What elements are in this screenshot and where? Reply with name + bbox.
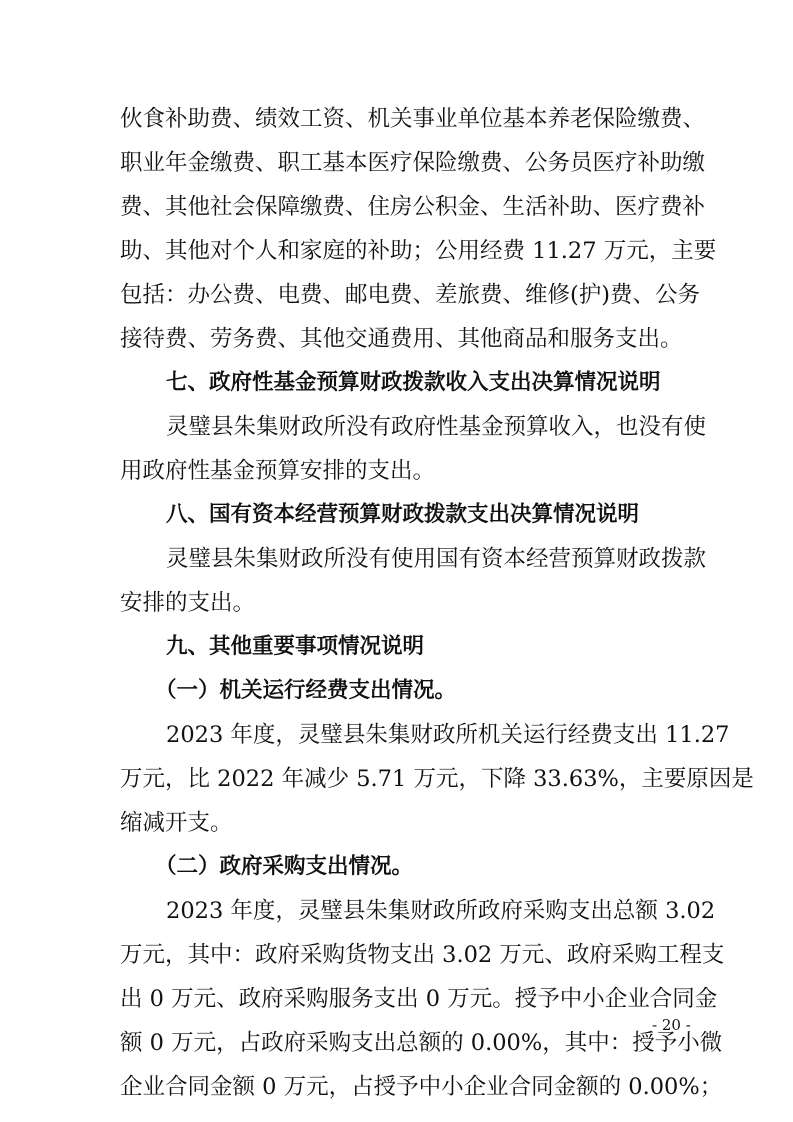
section-heading-9: 九、其他重要事项情况说明	[166, 634, 425, 659]
body-line: 用政府性基金预算安排的支出。	[120, 458, 436, 484]
body-line: 接待费、劳务费、其他交通费用、其他商品和服务支出。	[120, 326, 683, 352]
body-line: 助、其他对个人和家庭的补助；公用经费 11.27 万元，主要	[120, 238, 717, 264]
subsection-heading-2: （二）政府采购支出情况。	[155, 854, 414, 879]
body-line: 企业合同金额 0 万元，占授予中小企业合同金额的 0.00%；	[120, 1074, 723, 1100]
body-line: 2023 年度，灵璧县朱集财政所机关运行经费支出 11.27	[166, 722, 730, 748]
body-line: 额 0 万元，占政府采购支出总额的 0.00%，其中：授予小微	[120, 1030, 723, 1056]
section-heading-7: 七、政府性基金预算财政拨款收入支出决算情况说明	[166, 370, 661, 395]
body-line: 万元，比 2022 年减少 5.71 万元，下降 33.63%，主要原因是	[120, 766, 754, 792]
body-line: 缩减开支。	[120, 810, 233, 836]
body-line: 万元，其中：政府采购货物支出 3.02 万元、政府采购工程支	[120, 942, 725, 968]
body-line: 出 0 万元、政府采购服务支出 0 万元。授予中小企业合同金	[120, 986, 718, 1012]
body-line: 安排的支出。	[120, 590, 256, 616]
subsection-heading-1: （一）机关运行经费支出情况。	[155, 678, 457, 703]
body-line: 灵璧县朱集财政所没有政府性基金预算收入，也没有使	[166, 414, 707, 440]
body-line: 灵璧县朱集财政所没有使用国有资本经营预算财政拨款	[166, 546, 707, 572]
body-line: 伙食补助费、绩效工资、机关事业单位基本养老保险缴费、	[120, 106, 706, 132]
body-line: 职业年金缴费、职工基本医疗保险缴费、公务员医疗补助缴	[120, 150, 706, 176]
section-heading-8: 八、国有资本经营预算财政拨款支出决算情况说明	[166, 502, 640, 527]
body-line: 2023 年度，灵璧县朱集财政所政府采购支出总额 3.02	[166, 898, 716, 924]
page-number: - 20 -	[652, 1016, 691, 1034]
body-line: 包括：办公费、电费、邮电费、差旅费、维修(护)费、公务	[120, 282, 701, 308]
body-line: 费、其他社会保障缴费、住房公积金、生活补助、医疗费补	[120, 194, 706, 220]
